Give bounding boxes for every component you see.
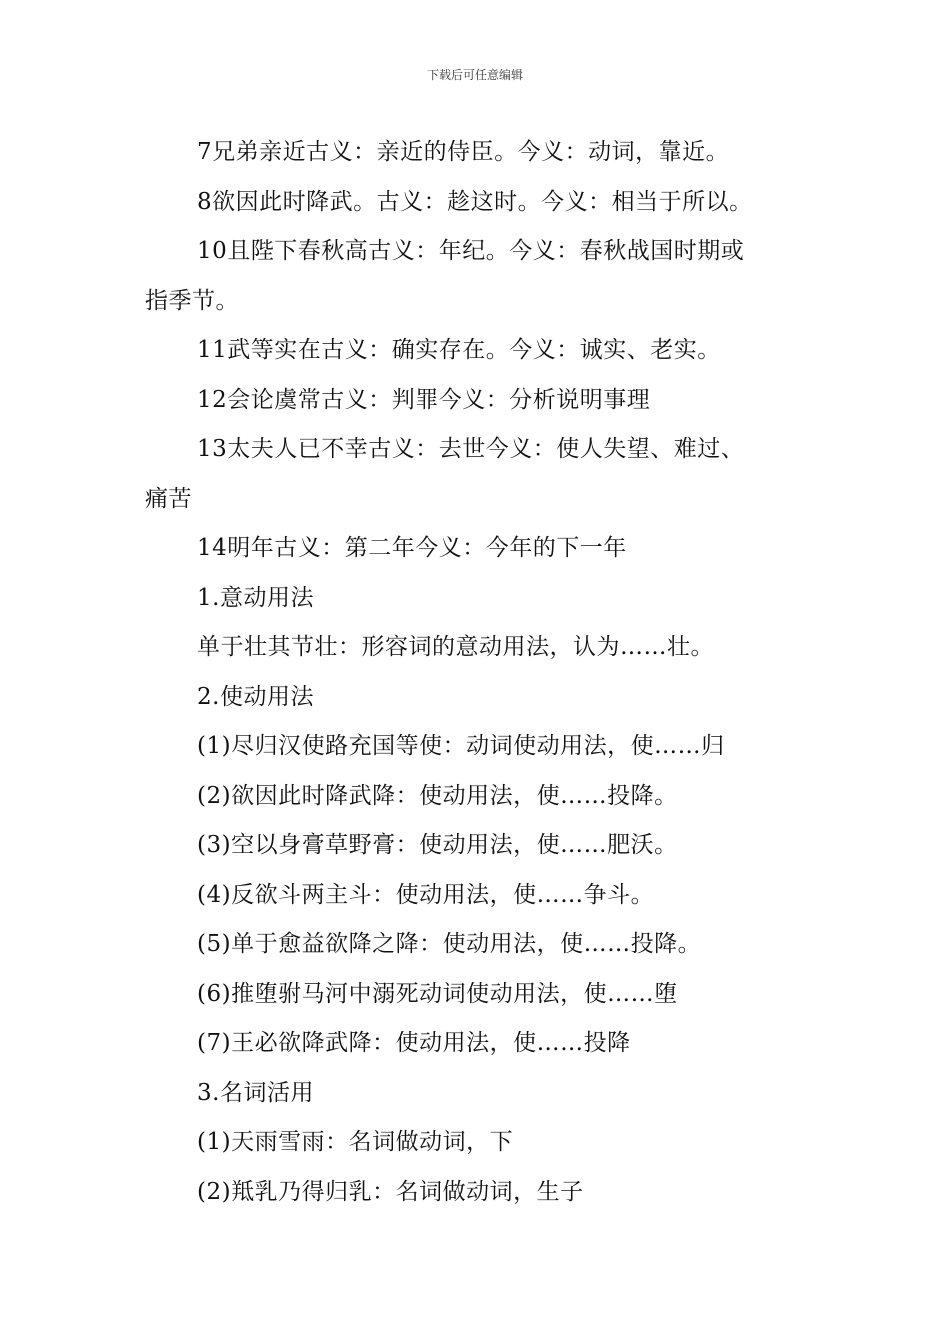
text-line: 7兄弟亲近古义：亲近的侍臣。今义：动词，靠近。 — [197, 139, 730, 165]
text-line: (3)空以身膏草野膏：使动用法，使……肥沃。 — [197, 832, 678, 858]
text-line: (6)推堕驸马河中溺死动词使动用法，使……堕 — [197, 980, 678, 1007]
text-line: 2.使动用法 — [197, 683, 314, 710]
text-line: (2)欲因此时降武降：使动用法，使……投降。 — [197, 782, 678, 809]
text-line: 1.意动用法 — [197, 584, 314, 611]
text-line: 14明年古义：第二年今义：今年的下一年 — [197, 535, 627, 561]
text-line: 指季节。 — [145, 287, 239, 314]
text-line: (2)羝乳乃得归乳：名词做动词，生子 — [197, 1178, 584, 1205]
text-line: (1)尽归汉使路充国等使：动词使动用法，使……归 — [197, 733, 725, 759]
text-line: 8欲因此时降武。古义：趁这时。今义：相当于所以。 — [197, 188, 753, 215]
text-line: 12会论虞常古义：判罪今义：分析说明事理 — [197, 386, 651, 413]
text-line: 单于壮其节壮：形容词的意动用法，认为……壮。 — [197, 634, 714, 660]
text-line: (7)王必欲降武降：使动用法，使……投降 — [197, 1030, 631, 1056]
text-line: (1)天雨雪雨：名词做动词，下 — [197, 1129, 514, 1155]
text-line: 13太夫人已不幸古义：去世今义：使人失望、难过、 — [197, 436, 745, 462]
page-header: 下载后可任意编辑 — [426, 68, 523, 82]
text-line: 痛苦 — [145, 485, 192, 512]
text-line: (5)单于愈益欲降之降：使动用法，使……投降。 — [197, 931, 702, 957]
text-line: (4)反欲斗两主斗：使动用法，使……争斗。 — [197, 881, 655, 908]
document-body — [145, 128, 813, 1217]
text-line: 11武等实在古义：确实存在。今义：诚实、老实。 — [197, 337, 721, 363]
text-line: 10且陛下春秋高古义：年纪。今义：春秋战国时期或 — [197, 238, 745, 264]
text-line: 3.名词活用 — [197, 1079, 314, 1106]
